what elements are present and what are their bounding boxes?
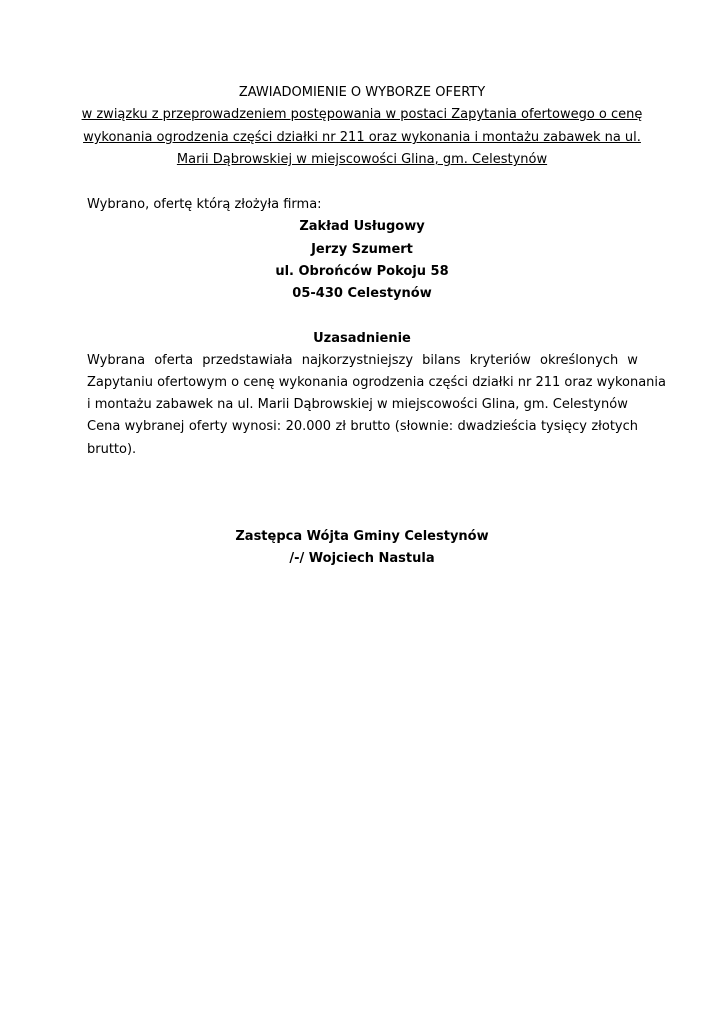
justification-word: Wybrana — [87, 353, 146, 368]
subtitle-line-3 — [0, 151, 724, 169]
justification-word: kryteriów — [469, 353, 531, 368]
price-line — [87, 418, 638, 436]
company-owner: Jerzy Szumert — [311, 242, 413, 257]
price-word: wybranej — [124, 419, 185, 434]
signature-title: Zastępca Wójta Gminy Celestynów — [235, 529, 489, 544]
document-title: ZAWIADOMIENIE O WYBORZE OFERTY — [238, 85, 486, 100]
subtitle-line-1 — [0, 106, 724, 124]
price-word: Cena — [87, 419, 121, 434]
justification-line-1 — [87, 352, 638, 370]
price-word: (słownie: — [394, 419, 454, 434]
price-word: oferty — [188, 419, 228, 434]
price-word: złotych — [591, 419, 638, 434]
selection-intro: Wybrano, ofertę którą złożyła firma: — [87, 197, 322, 212]
justification-word: najkorzystniejszy — [301, 353, 414, 368]
company-city: 05-430 Celestynów — [292, 286, 432, 301]
justification-heading: Uzasadnienie — [313, 331, 411, 346]
company-street: ul. Obrońców Pokoju 58 — [275, 264, 449, 279]
justification-word: w — [627, 353, 638, 368]
subtitle-text-3: Marii Dąbrowskiej w miejscowości Glina, gm. Celestynów — [176, 152, 548, 167]
justification-line-3: i montażu zabawek na ul. Marii Dąbrowskiej w miejscowości Glina, gm. Celestynów — [87, 397, 628, 412]
signature-name: /-/ Wojciech Nastula — [289, 551, 435, 566]
justification-line-2: Zapytaniu ofertowym o cenę wykonania ogrodzenia części działki nr 211 oraz wykonania — [87, 375, 666, 390]
justification-word: bilans — [422, 353, 461, 368]
price-word: dwadzieścia — [457, 419, 537, 434]
justification-word: przedstawiała — [202, 353, 293, 368]
justification-word: oferta — [154, 353, 194, 368]
price-word: brutto — [350, 419, 391, 434]
company-name: Zakład Usługowy — [299, 219, 425, 234]
price-word: wynosi: — [231, 419, 282, 434]
subtitle-text-2: wykonania ogrodzenia części działki nr 211 oraz wykonania i montażu zabawek na ul. — [83, 130, 641, 145]
price-word: 20.000 — [285, 419, 332, 434]
price-line-end: brutto). — [87, 442, 137, 457]
justification-word: określonych — [540, 353, 619, 368]
subtitle-line-2 — [0, 129, 724, 147]
subtitle-text-1: w związku z przeprowadzeniem postępowania w postaci Zapytania ofertowego o cenę — [81, 107, 643, 122]
price-word: tysięcy — [540, 419, 587, 434]
price-word: zł — [335, 419, 346, 434]
